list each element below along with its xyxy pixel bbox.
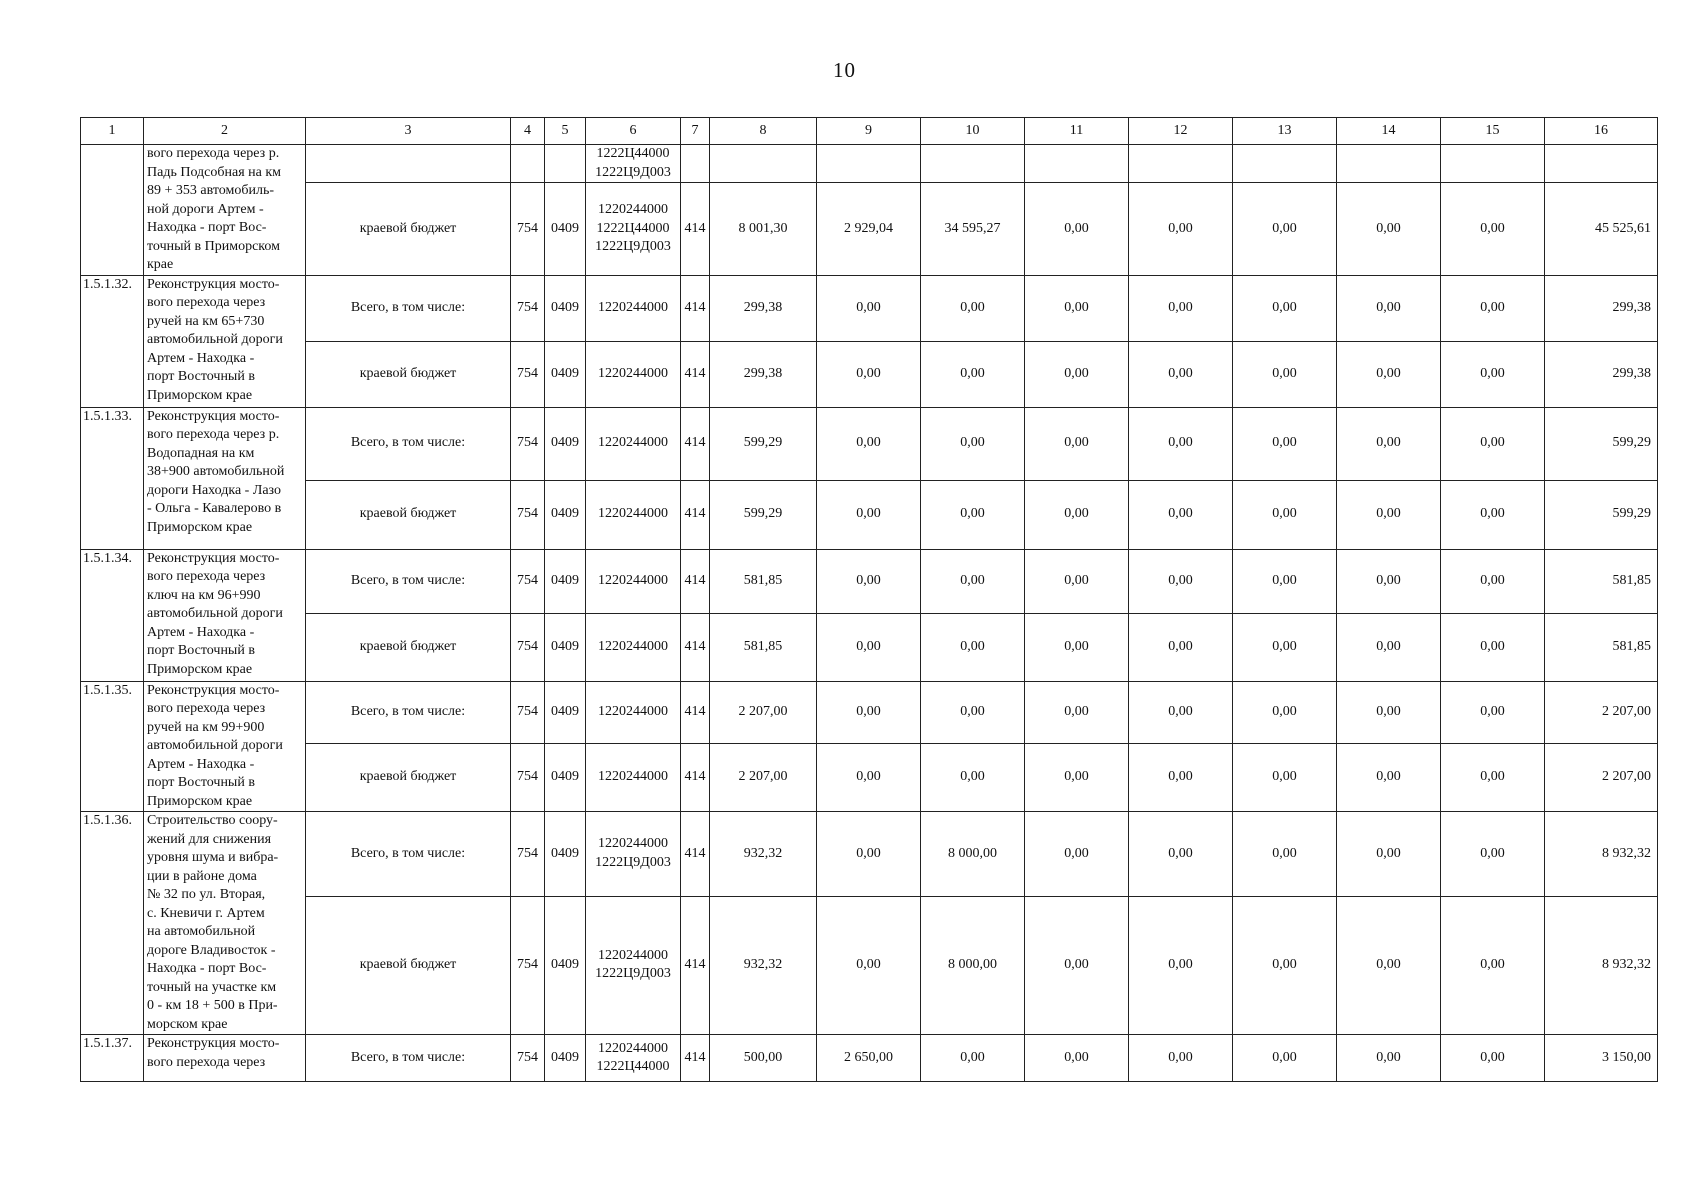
section-code: 0409 xyxy=(545,183,586,275)
row-name-line: порт Восточный в xyxy=(147,775,255,790)
funding-source: краевой бюджет xyxy=(306,613,511,681)
expense-type-code xyxy=(681,145,710,183)
year-value xyxy=(1025,145,1129,183)
target-article-line: 1220244000 xyxy=(598,1040,668,1056)
total-value: 581,85 xyxy=(1545,613,1658,681)
year-value: 0,00 xyxy=(1441,744,1545,812)
row-name-line: ной дороги Артем - xyxy=(147,201,264,217)
table-row xyxy=(81,407,1658,480)
funding-source: краевой бюджет xyxy=(306,744,511,812)
row-name-line: Реконструкция мосто- xyxy=(147,408,280,424)
year-value xyxy=(1337,145,1441,183)
row-code: 1.5.1.36. xyxy=(81,812,144,1035)
year-value: 0,00 xyxy=(1233,341,1337,407)
year-value: 0,00 xyxy=(1233,812,1337,897)
target-article-line: 1220244000 xyxy=(598,299,668,315)
year-value: 34 595,27 xyxy=(921,183,1025,275)
total-value: 8 932,32 xyxy=(1545,896,1658,1034)
year-value: 0,00 xyxy=(921,1035,1025,1082)
ministry-code: 754 xyxy=(511,812,545,897)
year-value xyxy=(1129,145,1233,183)
target-article-line: 1222Ц44000 xyxy=(596,220,670,236)
ministry-code: 754 xyxy=(511,480,545,549)
year-value: 0,00 xyxy=(817,896,921,1034)
year-value: 0,00 xyxy=(1337,896,1441,1034)
year-value: 0,00 xyxy=(1337,275,1441,341)
year-value: 0,00 xyxy=(1129,613,1233,681)
table-row xyxy=(81,341,1658,407)
target-article-code xyxy=(586,145,681,183)
column-header: 4 xyxy=(511,118,545,145)
row-name-line: морском крае xyxy=(147,1016,228,1032)
year-value: 2 650,00 xyxy=(817,1035,921,1082)
year-value: 0,00 xyxy=(1233,275,1337,341)
column-header: 16 xyxy=(1545,118,1658,145)
year-value: 0,00 xyxy=(921,681,1025,744)
table-row xyxy=(81,275,1658,341)
year-value xyxy=(1233,145,1337,183)
row-name-line: Реконструкция мосто- xyxy=(147,276,280,292)
total-value: 2 207,00 xyxy=(1545,744,1658,812)
funding-source: Всего, в том числе: xyxy=(306,812,511,897)
year-value: 0,00 xyxy=(1337,341,1441,407)
row-name-line: вого перехода через р. xyxy=(147,146,280,161)
column-header: 3 xyxy=(306,118,511,145)
funding-source: Всего, в том числе: xyxy=(306,681,511,744)
year-value: 0,00 xyxy=(1233,480,1337,549)
expense-type-code: 414 xyxy=(681,549,710,613)
row-name-line: 89 + 353 автомобиль- xyxy=(147,183,275,198)
year-value: 0,00 xyxy=(1337,183,1441,275)
row-name-line: вого перехода через xyxy=(147,1054,266,1070)
row-name xyxy=(144,275,306,407)
section-code xyxy=(545,145,586,183)
target-article-code xyxy=(586,812,681,897)
expense-type-code: 414 xyxy=(681,407,710,480)
row-name-line: точный в Приморском xyxy=(147,238,280,254)
target-article-line: 1220244000 xyxy=(598,836,668,852)
year-value: 0,00 xyxy=(1233,407,1337,480)
target-article-line: 1220244000 xyxy=(598,769,668,785)
row-code xyxy=(81,145,144,276)
table-row xyxy=(81,613,1658,681)
row-name-line: Строительство соору- xyxy=(147,813,278,828)
ministry-code: 754 xyxy=(511,1035,545,1082)
funding-source: Всего, в том числе: xyxy=(306,275,511,341)
row-code: 1.5.1.33. xyxy=(81,407,144,549)
row-name-line: автомобильной дороги xyxy=(147,738,283,753)
row-name-line: автомобильной дороги xyxy=(147,332,283,347)
ministry-code: 754 xyxy=(511,407,545,480)
year-value: 0,00 xyxy=(1129,896,1233,1034)
row-name-line: порт Восточный в xyxy=(147,369,255,384)
row-name xyxy=(144,681,306,812)
year-value: 0,00 xyxy=(1129,407,1233,480)
year-value: 0,00 xyxy=(817,480,921,549)
target-article-code xyxy=(586,480,681,549)
section-code: 0409 xyxy=(545,681,586,744)
year-value: 0,00 xyxy=(1129,549,1233,613)
expense-type-code: 414 xyxy=(681,480,710,549)
year-value: 0,00 xyxy=(1025,896,1129,1034)
section-code: 0409 xyxy=(545,1035,586,1082)
target-article-line: 1222Ц44000 xyxy=(596,1059,670,1074)
year-value: 0,00 xyxy=(817,681,921,744)
year-value: 8 000,00 xyxy=(921,896,1025,1034)
section-code: 0409 xyxy=(545,480,586,549)
ministry-code: 754 xyxy=(511,183,545,275)
ministry-code: 754 xyxy=(511,896,545,1034)
column-header: 6 xyxy=(586,118,681,145)
expense-type-code: 414 xyxy=(681,275,710,341)
target-article-line: 1220244000 xyxy=(598,365,668,381)
row-name-line: уровня шума и вибра- xyxy=(147,850,279,865)
year-value: 0,00 xyxy=(1025,681,1129,744)
row-code: 1.5.1.35. xyxy=(81,681,144,812)
year-value: 599,29 xyxy=(710,480,817,549)
year-value: 0,00 xyxy=(1025,613,1129,681)
row-name-line: вого перехода через xyxy=(147,701,266,716)
year-value: 0,00 xyxy=(817,744,921,812)
year-value: 0,00 xyxy=(1441,480,1545,549)
year-value: 599,29 xyxy=(710,407,817,480)
column-header: 13 xyxy=(1233,118,1337,145)
year-value: 0,00 xyxy=(1337,812,1441,897)
year-value: 0,00 xyxy=(1233,896,1337,1034)
ministry-code xyxy=(511,145,545,183)
table-row xyxy=(81,812,1658,897)
row-name xyxy=(144,549,306,681)
year-value: 0,00 xyxy=(1441,896,1545,1034)
row-name-line: ручей на км 65+730 xyxy=(147,313,265,329)
total-value: 299,38 xyxy=(1545,275,1658,341)
row-name-line: Падь Подсобная на км xyxy=(147,164,282,180)
total-value: 3 150,00 xyxy=(1545,1035,1658,1082)
expense-type-code: 414 xyxy=(681,613,710,681)
year-value: 0,00 xyxy=(1129,480,1233,549)
target-article-line: 1220244000 xyxy=(598,572,668,588)
year-value: 0,00 xyxy=(1025,480,1129,549)
target-article-code xyxy=(586,744,681,812)
row-name-line: жений для снижения xyxy=(147,831,272,847)
section-code: 0409 xyxy=(545,341,586,407)
year-value: 2 207,00 xyxy=(710,744,817,812)
row-name-line: с. Кневичи г. Артем xyxy=(147,905,265,921)
row-name-line: Реконструкция мосто- xyxy=(147,1036,280,1051)
year-value: 0,00 xyxy=(1129,812,1233,897)
year-value: 0,00 xyxy=(1337,549,1441,613)
expense-type-code: 414 xyxy=(681,896,710,1034)
row-name-line: порт Восточный в xyxy=(147,643,255,658)
ministry-code: 754 xyxy=(511,549,545,613)
year-value: 932,32 xyxy=(710,812,817,897)
year-value: 0,00 xyxy=(1441,681,1545,744)
expense-type-code: 414 xyxy=(681,183,710,275)
year-value: 299,38 xyxy=(710,341,817,407)
row-name-line: Артем - Находка - xyxy=(147,756,255,772)
year-value: 2 929,04 xyxy=(817,183,921,275)
row-name-line: Находка - порт Вос- xyxy=(147,220,267,235)
year-value: 0,00 xyxy=(1441,407,1545,480)
year-value: 0,00 xyxy=(1441,275,1545,341)
year-value: 0,00 xyxy=(1129,341,1233,407)
row-name xyxy=(144,407,306,549)
row-name-line: Приморском крае xyxy=(147,793,253,809)
year-value: 581,85 xyxy=(710,613,817,681)
row-name xyxy=(144,145,306,276)
row-name-line: вого перехода через р. xyxy=(147,427,280,442)
year-value: 0,00 xyxy=(1441,341,1545,407)
row-name-line: № 32 по ул. Вторая, xyxy=(147,887,266,902)
row-name-line: Артем - Находка - xyxy=(147,624,255,640)
year-value: 0,00 xyxy=(1337,1035,1441,1082)
total-value: 2 207,00 xyxy=(1545,681,1658,744)
target-article-line: 1220244000 xyxy=(598,704,668,720)
year-value: 0,00 xyxy=(1441,183,1545,275)
column-header: 1 xyxy=(81,118,144,145)
row-name-line: ключ на км 96+990 xyxy=(147,587,261,603)
year-value: 0,00 xyxy=(921,613,1025,681)
year-value: 0,00 xyxy=(817,275,921,341)
year-value: 500,00 xyxy=(710,1035,817,1082)
row-name-line: дороги Находка - Лазо xyxy=(147,482,281,498)
year-value: 0,00 xyxy=(1025,183,1129,275)
year-value: 0,00 xyxy=(1233,613,1337,681)
funding-source: краевой бюджет xyxy=(306,341,511,407)
year-value xyxy=(921,145,1025,183)
header-row xyxy=(81,118,1658,145)
year-value: 0,00 xyxy=(1129,681,1233,744)
year-value: 0,00 xyxy=(1233,744,1337,812)
target-article-line: 1220244000 xyxy=(598,638,668,654)
row-name-line: точный на участке км xyxy=(147,979,277,995)
year-value: 0,00 xyxy=(1441,1035,1545,1082)
section-code: 0409 xyxy=(545,613,586,681)
year-value: 581,85 xyxy=(710,549,817,613)
target-article-code xyxy=(586,275,681,341)
section-code: 0409 xyxy=(545,549,586,613)
ministry-code: 754 xyxy=(511,613,545,681)
row-name-line: Приморском крае xyxy=(147,519,253,535)
year-value: 932,32 xyxy=(710,896,817,1034)
row-name-line: вого перехода через xyxy=(147,295,266,310)
year-value: 2 207,00 xyxy=(710,681,817,744)
page-number: 10 xyxy=(833,58,856,82)
section-code: 0409 xyxy=(545,407,586,480)
row-code: 1.5.1.34. xyxy=(81,549,144,681)
column-header: 12 xyxy=(1129,118,1233,145)
target-article-line: 1222Ц9Д003 xyxy=(595,164,671,180)
funding-source: Всего, в том числе: xyxy=(306,549,511,613)
total-value: 599,29 xyxy=(1545,407,1658,480)
year-value: 0,00 xyxy=(921,549,1025,613)
section-code: 0409 xyxy=(545,275,586,341)
target-article-line: 1222Ц44000 xyxy=(596,146,670,162)
funding-source: краевой бюджет xyxy=(306,896,511,1034)
row-name-line: крае xyxy=(147,257,174,272)
target-article-code xyxy=(586,1035,681,1082)
column-header: 7 xyxy=(681,118,710,145)
target-article-code xyxy=(586,341,681,407)
funding-source: Всего, в том числе: xyxy=(306,1035,511,1082)
row-name-line: Приморском крае xyxy=(147,387,253,403)
year-value: 8 001,30 xyxy=(710,183,817,275)
table-row xyxy=(81,1035,1658,1082)
total-value: 299,38 xyxy=(1545,341,1658,407)
target-article-code xyxy=(586,613,681,681)
target-article-line: 1220244000 xyxy=(598,506,668,522)
target-article-line: 1222Ц9Д003 xyxy=(595,239,671,255)
year-value xyxy=(710,145,817,183)
ministry-code: 754 xyxy=(511,341,545,407)
year-value: 0,00 xyxy=(1129,1035,1233,1082)
target-article-code xyxy=(586,549,681,613)
target-article-code xyxy=(586,183,681,275)
row-name-line: 0 - км 18 + 500 в При- xyxy=(147,998,278,1013)
year-value: 0,00 xyxy=(921,480,1025,549)
year-value: 0,00 xyxy=(1129,183,1233,275)
year-value xyxy=(817,145,921,183)
row-name-line: 38+900 автомобильной xyxy=(147,464,285,479)
year-value: 0,00 xyxy=(1025,1035,1129,1082)
year-value: 0,00 xyxy=(1441,549,1545,613)
year-value: 0,00 xyxy=(1337,407,1441,480)
year-value: 8 000,00 xyxy=(921,812,1025,897)
row-name-line: автомобильной дороги xyxy=(147,606,283,621)
year-value: 0,00 xyxy=(1129,744,1233,812)
budget-table xyxy=(80,117,1658,1082)
funding-source: краевой бюджет xyxy=(306,183,511,275)
row-name-line: на автомобильной xyxy=(147,924,256,939)
year-value: 0,00 xyxy=(1337,744,1441,812)
column-header: 9 xyxy=(817,118,921,145)
year-value: 299,38 xyxy=(710,275,817,341)
row-name-line: вого перехода через xyxy=(147,569,266,584)
total-value: 599,29 xyxy=(1545,480,1658,549)
year-value: 0,00 xyxy=(1233,1035,1337,1082)
year-value: 0,00 xyxy=(1025,341,1129,407)
column-header: 10 xyxy=(921,118,1025,145)
funding-source xyxy=(306,145,511,183)
row-name-line: Реконструкция мосто- xyxy=(147,550,280,566)
total-value: 45 525,61 xyxy=(1545,183,1658,275)
target-article-code xyxy=(586,407,681,480)
expense-type-code: 414 xyxy=(681,341,710,407)
year-value: 0,00 xyxy=(1025,275,1129,341)
row-name-line: ручей на км 99+900 xyxy=(147,719,265,735)
table-row xyxy=(81,145,1658,183)
row-name-line: Водопадная на км xyxy=(147,445,255,461)
column-header: 2 xyxy=(144,118,306,145)
section-code: 0409 xyxy=(545,812,586,897)
funding-source: краевой бюджет xyxy=(306,480,511,549)
row-name xyxy=(144,812,306,1035)
row-name-line: Находка - порт Вос- xyxy=(147,961,267,976)
table-row xyxy=(81,681,1658,744)
year-value: 0,00 xyxy=(817,613,921,681)
year-value: 0,00 xyxy=(817,407,921,480)
funding-source: Всего, в том числе: xyxy=(306,407,511,480)
target-article-code xyxy=(586,896,681,1034)
year-value: 0,00 xyxy=(1025,407,1129,480)
target-article-line: 1222Ц9Д003 xyxy=(595,854,671,870)
column-header: 8 xyxy=(710,118,817,145)
total-value: 581,85 xyxy=(1545,549,1658,613)
ministry-code: 754 xyxy=(511,275,545,341)
year-value: 0,00 xyxy=(1233,183,1337,275)
target-article-line: 1220244000 xyxy=(598,435,668,451)
year-value: 0,00 xyxy=(1441,613,1545,681)
total-value xyxy=(1545,145,1658,183)
row-name-line: Артем - Находка - xyxy=(147,350,255,366)
year-value: 0,00 xyxy=(921,407,1025,480)
year-value: 0,00 xyxy=(921,744,1025,812)
ministry-code: 754 xyxy=(511,681,545,744)
year-value: 0,00 xyxy=(1337,480,1441,549)
table-row xyxy=(81,896,1658,1034)
expense-type-code: 414 xyxy=(681,681,710,744)
year-value: 0,00 xyxy=(1025,549,1129,613)
year-value: 0,00 xyxy=(921,341,1025,407)
year-value: 0,00 xyxy=(1337,613,1441,681)
expense-type-code: 414 xyxy=(681,1035,710,1082)
row-name xyxy=(144,1035,306,1082)
target-article-line: 1222Ц9Д003 xyxy=(595,966,671,982)
total-value: 8 932,32 xyxy=(1545,812,1658,897)
year-value: 0,00 xyxy=(1025,812,1129,897)
column-header: 14 xyxy=(1337,118,1441,145)
row-name-line: дороге Владивосток - xyxy=(147,942,276,958)
table-row xyxy=(81,480,1658,549)
year-value: 0,00 xyxy=(921,275,1025,341)
expense-type-code: 414 xyxy=(681,744,710,812)
column-header: 15 xyxy=(1441,118,1545,145)
row-name-line: - Ольга - Кавалерово в xyxy=(147,501,282,516)
row-name-line: Приморском крае xyxy=(147,661,253,677)
year-value: 0,00 xyxy=(817,341,921,407)
table-row xyxy=(81,744,1658,812)
year-value: 0,00 xyxy=(817,549,921,613)
year-value: 0,00 xyxy=(1233,549,1337,613)
section-code: 0409 xyxy=(545,744,586,812)
ministry-code: 754 xyxy=(511,744,545,812)
section-code: 0409 xyxy=(545,896,586,1034)
table-row xyxy=(81,183,1658,275)
row-name-line: ции в районе дома xyxy=(147,868,257,884)
year-value: 0,00 xyxy=(1129,275,1233,341)
column-header: 5 xyxy=(545,118,586,145)
year-value xyxy=(1441,145,1545,183)
year-value: 0,00 xyxy=(1337,681,1441,744)
target-article-line: 1220244000 xyxy=(598,202,668,218)
expense-type-code: 414 xyxy=(681,812,710,897)
row-code: 1.5.1.37. xyxy=(81,1035,144,1082)
row-code: 1.5.1.32. xyxy=(81,275,144,407)
year-value: 0,00 xyxy=(1441,812,1545,897)
year-value: 0,00 xyxy=(1025,744,1129,812)
row-name-line: Реконструкция мосто- xyxy=(147,682,280,698)
year-value: 0,00 xyxy=(1233,681,1337,744)
year-value: 0,00 xyxy=(817,812,921,897)
target-article-code xyxy=(586,681,681,744)
target-article-line: 1220244000 xyxy=(598,947,668,963)
column-header: 11 xyxy=(1025,118,1129,145)
table-row xyxy=(81,549,1658,613)
